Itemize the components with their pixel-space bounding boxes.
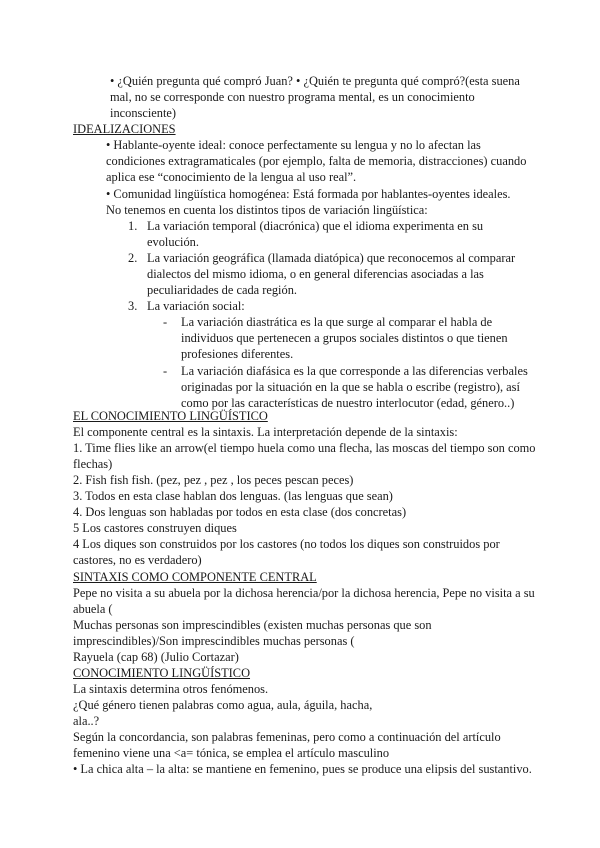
paragraph-line: Muchas personas son imprescindibles (existen muchas personas que son (73, 618, 432, 632)
example-6: 4 Los diques son construidos por los castores (no todos los diques son construidos por (73, 537, 500, 551)
paragraph-line: El componente central es la sintaxis. La interpretación depende de la sintaxis: (73, 425, 458, 439)
dash-marker: - (163, 364, 168, 378)
bullet-comunidad: • Comunidad lingüística homogénea: Está formada por hablantes-oyentes ideales. (106, 187, 511, 201)
heading-idealizaciones: IDEALIZACIONES (73, 122, 176, 136)
text-line: evolución. (147, 235, 199, 249)
text-line: condiciones extragramaticales (por ejemplo, falta de memoria, distracciones) cuando (106, 154, 527, 168)
example-3: 3. Todos en esta clase hablan dos lenguas. (las lenguas que sean) (73, 489, 393, 503)
list-number: 2. (128, 251, 138, 265)
list-number: 1. (128, 219, 138, 233)
example-4: 4. Dos lenguas son habladas por todos en esta clase (dos concretas) (73, 505, 407, 519)
example-2: 2. Fish fish fish. (pez, pez , pez , los peces pescan peces) (73, 473, 354, 487)
text-line: abuela ( (73, 602, 113, 616)
text-line: originadas por la situación en la que se habla o escribe (registro), así (181, 380, 520, 394)
citation-line: Rayuela (cap 68) (Julio Cortazar) (73, 650, 239, 664)
text-line: peculiaridades de cada región. (147, 283, 297, 297)
bullet-hablante-oyente: • Hablante-oyente ideal: conoce perfectamente su lengua y no lo afectan las (106, 138, 481, 152)
dash-marker: - (163, 315, 168, 329)
text-line: dialectos del mismo idioma, o en general diferencias asociadas a las (147, 267, 484, 281)
list-item-geografica: La variación geográfica (llamada diatópica) que reconocemos al comparar (147, 251, 516, 265)
list-number: 3. (128, 299, 138, 313)
text-line: como por las características de nuestro interlocutor (edad, género..) (181, 396, 515, 410)
list-item-temporal: La variación temporal (diacrónica) que el idioma experimenta en su (147, 219, 484, 233)
paragraph-line: ¿Qué género tienen palabras como agua, aula, águila, hacha, (73, 698, 373, 712)
bullet-chica-alta: • La chica alta – la alta: se mantiene en femenino, pues se produce una elipsis del sustantivo. (73, 762, 532, 776)
text-line: individuos que pertenecen a grupos sociales distintos o que tienen (181, 331, 508, 345)
heading-conocimiento-linguistico-2: CONOCIMIENTO LINGÜÍSTICO (73, 666, 251, 680)
text-line: profesiones diferentes. (181, 347, 294, 361)
heading-conocimiento-linguistico: EL CONOCIMIENTO LINGÜÍSTICO (73, 409, 268, 423)
example-5: 5 Los castores construyen diques (73, 521, 237, 535)
heading-sintaxis-componente: SINTAXIS COMO COMPONENTE CENTRAL (73, 570, 317, 584)
dash-item-diastratica: La variación diastrática es la que surge al comparar el habla de (181, 315, 493, 329)
text-line: aplica ese “conocimiento de la lengua al uso real”. (106, 170, 357, 184)
list-item-social: La variación social: (147, 299, 245, 313)
example-1: 1. Time flies like an arrow(el tiempo huela como una flecha, las moscas del tiempo son como (73, 441, 536, 455)
text-line: femenino viene una <a= tónica, se emplea el artículo masculino (73, 746, 390, 760)
text-line: castores, no es verdadero) (73, 553, 202, 567)
text-line: ala..? (73, 714, 100, 728)
text-line: imprescindibles)/Son imprescindibles muchas personas ( (73, 634, 355, 648)
dash-item-diafasica: La variación diafásica es la que corresponde a las diferencias verbales (181, 364, 528, 378)
paragraph-line: La sintaxis determina otros fenómenos. (73, 682, 269, 696)
bullet-questions: • ¿Quién pregunta qué compró Juan? • ¿Quién te pregunta qué compró?(esta suena (110, 74, 520, 88)
text-line: mal, no se corresponde con nuestro programa mental, es un conocimiento (110, 90, 475, 104)
text-line: flechas) (73, 457, 113, 471)
text-line: inconsciente) (110, 106, 177, 120)
text-line: No tenemos en cuenta los distintos tipos de variación lingüística: (106, 203, 428, 217)
paragraph-line: Según la concordancia, son palabras femeninas, pero como a continuación del artículo (73, 730, 501, 744)
paragraph-line: Pepe no visita a su abuela por la dichosa herencia/por la dichosa herencia, Pepe no visita a su (73, 586, 535, 600)
